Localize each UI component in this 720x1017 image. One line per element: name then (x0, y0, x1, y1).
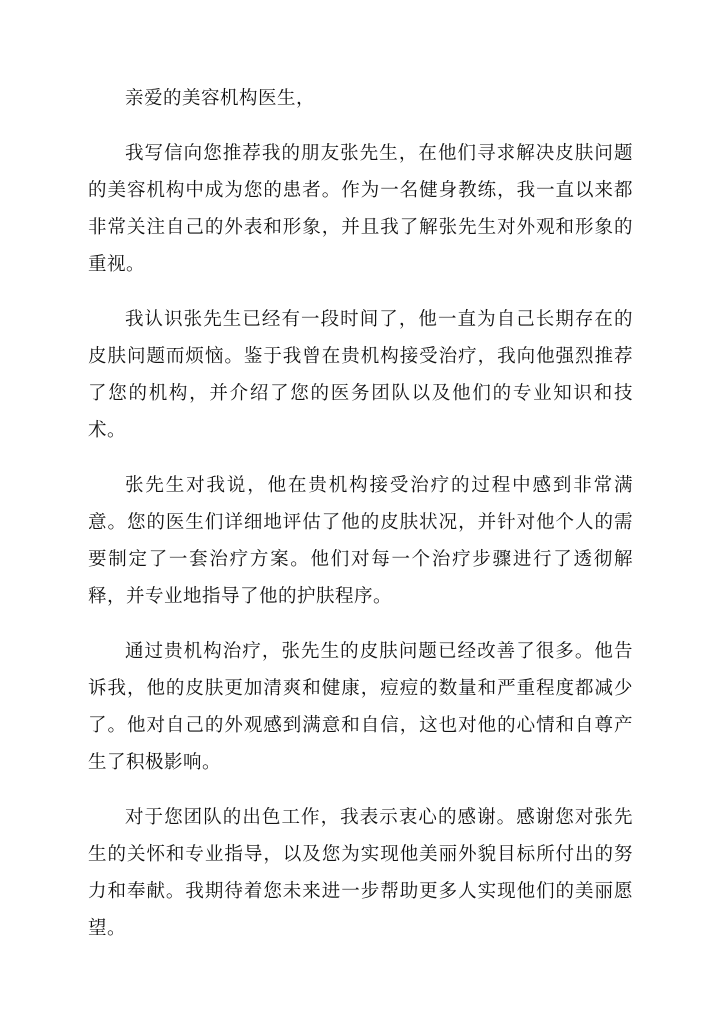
letter-paragraph-2: 我认识张先生已经有一段时间了，他一直为自己长期存在的皮肤问题而烦恼。鉴于我曾在贵机构接受治疗，我向他强烈推荐了您的机构，并介绍了您的医务团队以及他们的专业知识和技术。 (88, 309, 633, 441)
letter-body (88, 80, 633, 965)
letter-salutation: 亲爱的美容机构医生， (125, 88, 316, 109)
letter-paragraph-1: 我写信向您推荐我的朋友张先生，在他们寻求解决皮肤问题的美容机构中成为您的患者。作为一名健身教练，我一直以来都非常关注自己的外表和形象，并且我了解张先生对外观和形象的重视。 (88, 143, 633, 275)
letter-paragraph-5: 对于您团队的出色工作，我表示衷心的感谢。感谢您对张先生的关怀和专业指导，以及您为实现他美丽外貌目标所付出的努力和奉献。我期待着您未来进一步帮助更多人实现他们的美丽愿望。 (88, 807, 633, 939)
letter-paragraph-3: 张先生对我说，他在贵机构接受治疗的过程中感到非常满意。您的医生们详细地评估了他的皮肤状况，并针对他个人的需要制定了一套治疗方案。他们对每一个治疗步骤进行了透彻解释，并专业地指导了他的护肤程序。 (88, 475, 633, 607)
letter-paragraph-4: 通过贵机构治疗，张先生的皮肤问题已经改善了很多。他告诉我，他的皮肤更加清爽和健康，痘痘的数量和严重程度都减少了。他对自己的外观感到满意和自信，这也对他的心情和自尊产生了积极影响。 (88, 641, 633, 773)
